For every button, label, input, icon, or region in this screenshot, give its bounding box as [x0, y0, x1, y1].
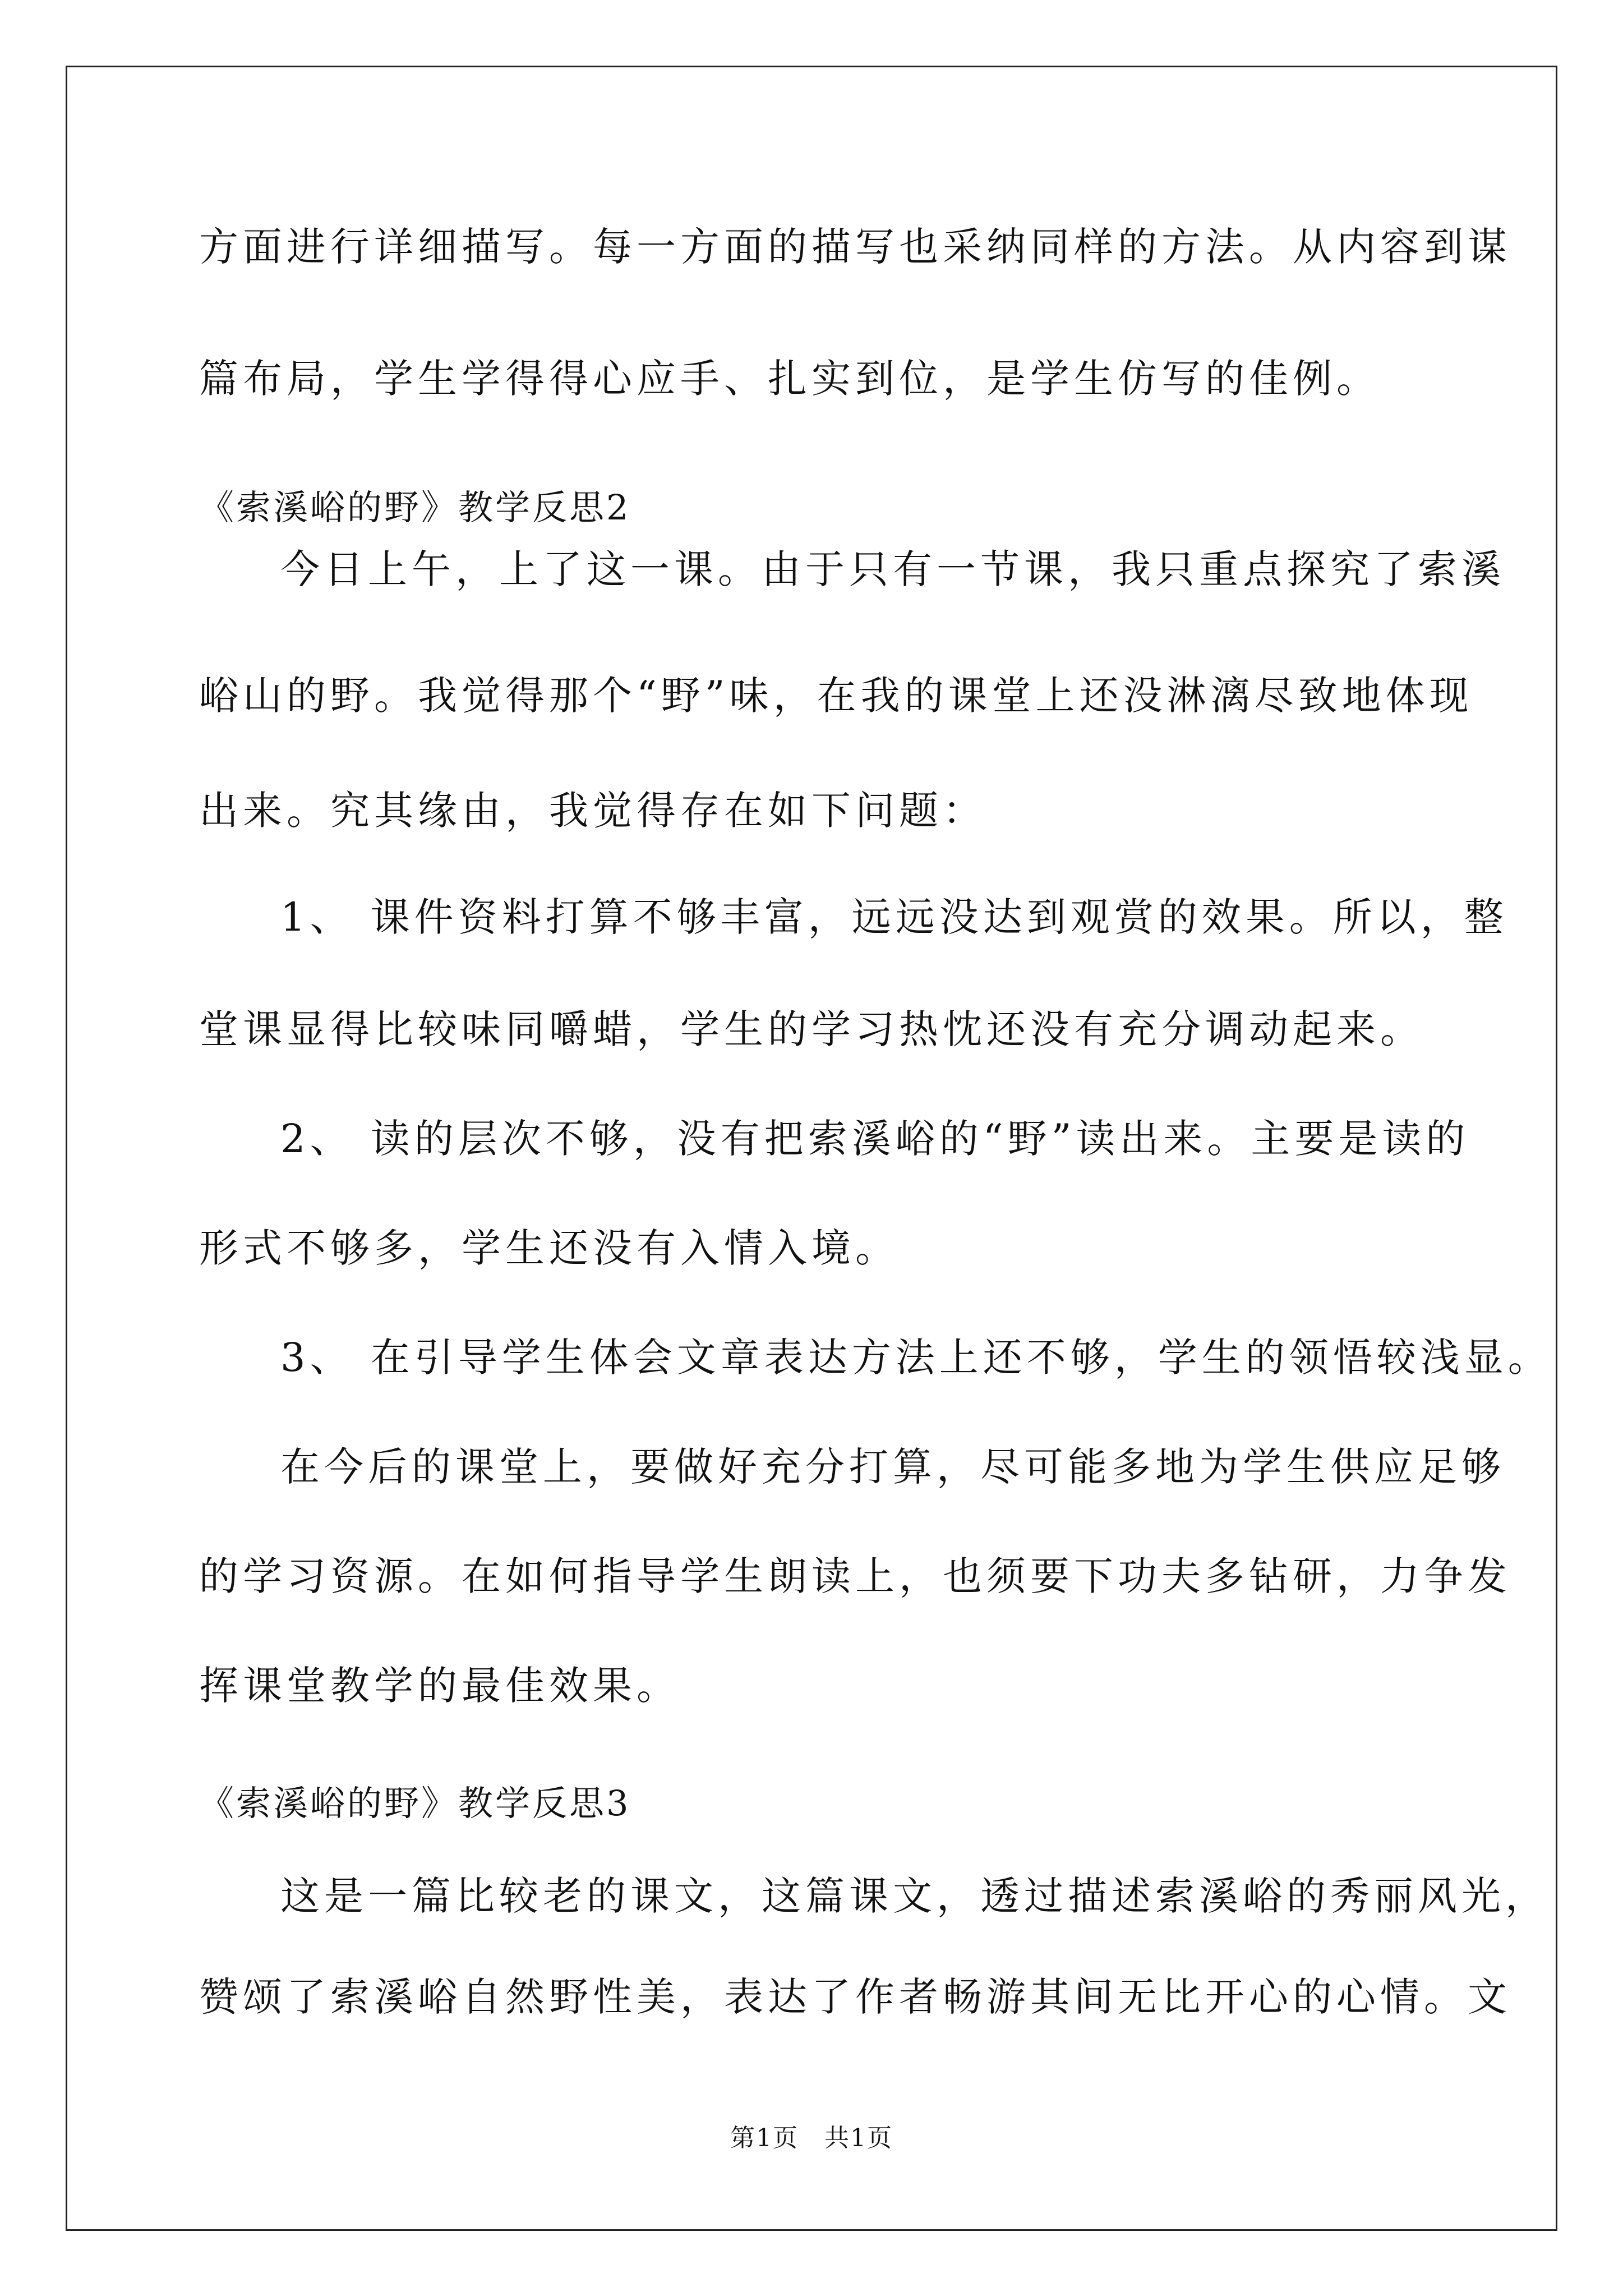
body-text-line: 堂课显得比较味同嚼蜡，学生的学习热忱还没有充分调动起来。: [199, 1006, 1424, 1052]
page-number: 第1页 共1页: [730, 2124, 893, 2152]
body-text-line: 赞颂了索溪峪自然野性美，表达了作者畅游其间无比开心的心情。文: [199, 1974, 1511, 2020]
body-text-line: 出来。究其缘由，我觉得存在如下问题：: [199, 788, 986, 834]
body-text-line: 篇布局，学生学得得心应手、扎实到位，是学生仿写的佳例。: [199, 356, 1380, 402]
section-heading: 《索溪峪的野》教学反思3: [199, 1783, 631, 1824]
body-text-line: 形式不够多，学生还没有入情入境。: [199, 1225, 899, 1271]
section-heading: 《索溪峪的野》教学反思2: [199, 487, 631, 528]
paragraph-start: 这是一篇比较老的课文，这篇课文，透过描述索溪峪的秀丽风光，: [280, 1873, 1549, 1919]
body-text-line: 峪山的野。我觉得那个“野”味，在我的课堂上还没淋漓尽致地体现: [199, 673, 1473, 719]
body-text-line: 的学习资源。在如何指导学生朗读上，也须要下功夫多钻研，力争发: [199, 1553, 1511, 1599]
body-text-line: 方面进行详细描写。每一方面的描写也采纳同样的方法。从内容到谋: [199, 224, 1511, 270]
list-item: 3、 在引导学生体会文章表达方法上还不够，学生的领悟较浅显。: [280, 1335, 1552, 1381]
body-text-line: 挥课堂教学的最佳效果。: [199, 1663, 680, 1709]
paragraph-start: 今日上午，上了这一课。由于只有一节课，我只重点探究了索溪: [280, 546, 1505, 592]
list-item: 2、 读的层次不够，没有把索溪峪的“野”读出来。主要是读的: [280, 1116, 1470, 1162]
list-item: 1、 课件资料打算不够丰富，远远没达到观赏的效果。所以，整: [280, 894, 1508, 940]
paragraph-start: 在今后的课堂上，要做好充分打算，尽可能多地为学生供应足够: [280, 1444, 1505, 1490]
